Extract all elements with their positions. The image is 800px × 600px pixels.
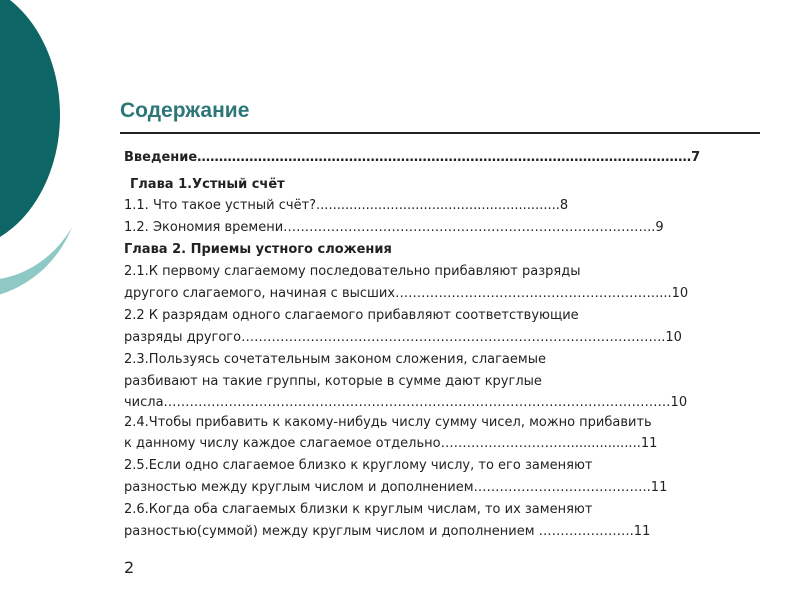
toc-item-2-5-line-2: разностью между круглым числом и дополнением…………………………………..11: [124, 480, 668, 495]
toc-item-1-2: 1.2. Экономия времени…………………………………………………………………………..9: [124, 220, 664, 235]
toc-item-2-3-line-2: разбивают на такие группы, которые в сумме дают круглые: [124, 374, 542, 389]
page-number: 2: [124, 558, 135, 577]
toc-item-2-6-line-2: разностью(суммой) между круглым числом и дополнением ………………….11: [124, 524, 651, 539]
toc-chapter-2: Глава 2. Приемы устного сложения: [124, 242, 392, 257]
toc-item-2-3-line-1: 2.3.Пользуясь сочетательным законом сложения, слагаемые: [124, 352, 546, 367]
toc-item-2-2-line-1: 2.2 К разрядам одного слагаемого прибавляют соответствующие: [124, 308, 579, 323]
toc-item-2-5-line-1: 2.5.Если одно слагаемое близко к круглому числу, то его заменяют: [124, 458, 593, 473]
toc-item-2-2-line-2: разряды другого……………………………………………………………………………………..10: [124, 330, 682, 345]
toc-item-1-1: 1.1. Что такое устный счёт?...........................................................8: [124, 198, 569, 213]
toc-item-2-1-line-1: 2.1.К первому слагаемому последовательно прибавляют разряды: [124, 264, 581, 279]
toc-item-2-4-line-2: к данному числу каждое слагаемое отдельно………………………….................11: [124, 436, 658, 451]
toc-item-2-4-line-1: 2.4.Чтобы прибавить к какому-нибудь числу сумму чисел, можно прибавить: [124, 415, 652, 430]
table-of-contents: [124, 147, 764, 543]
slide-title: Содержание: [120, 99, 250, 122]
toc-item-2-6-line-1: 2.6.Когда оба слагаемых близки к круглым числам, то их заменяют: [124, 502, 593, 517]
title-divider: [120, 132, 760, 134]
toc-intro: Введение……………………………………………………………………………………………………7: [124, 150, 701, 165]
toc-chapter-1: Глава 1.Устный счёт: [130, 177, 285, 192]
toc-item-2-1-line-2: другого слагаемого, начиная с высших……………………………………………………....10: [124, 286, 689, 301]
toc-item-2-3-line-3: числа………………………………………………………………………………………………………10: [124, 395, 688, 410]
